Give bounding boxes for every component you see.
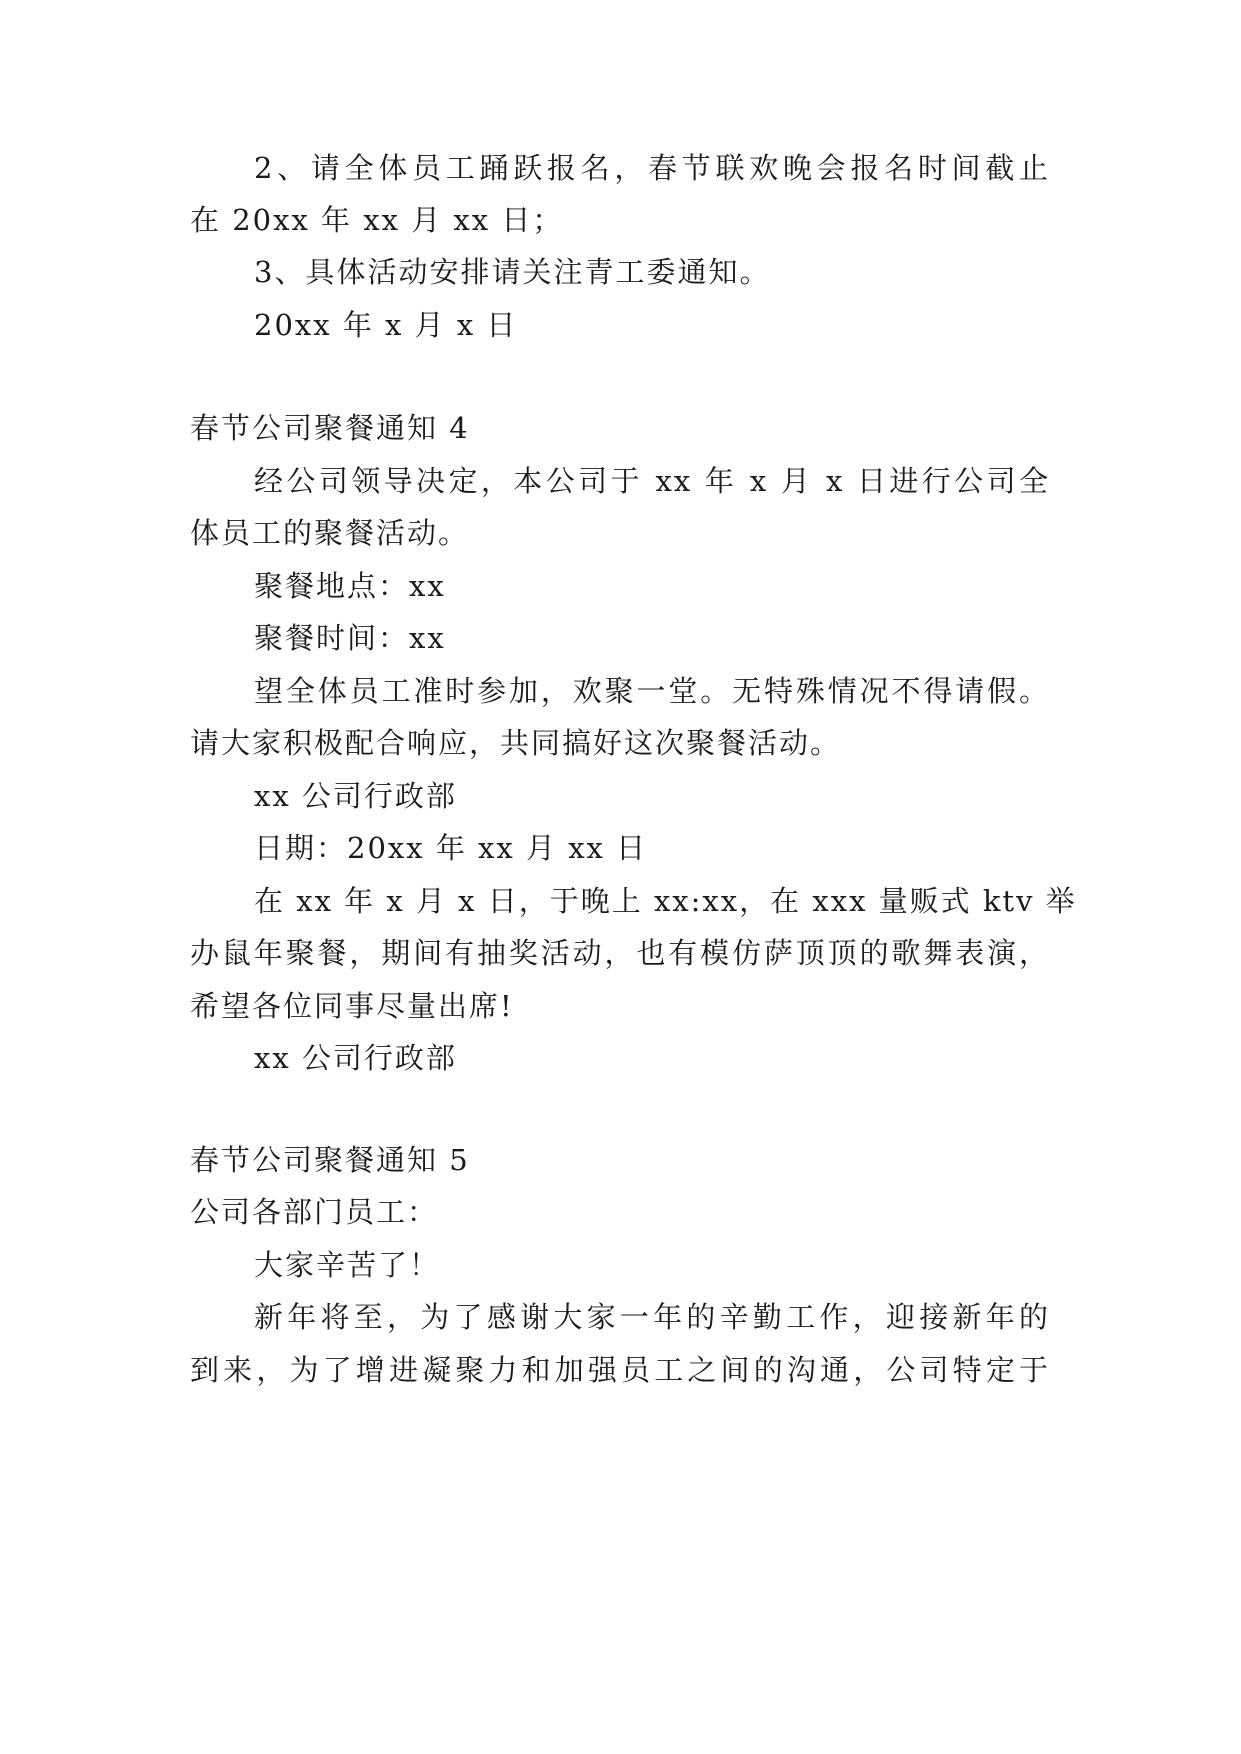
dinner-location: 聚餐地点：xx <box>254 569 446 603</box>
dinner-time: 聚餐时间：xx <box>254 621 446 655</box>
section-5-paragraph-1-line-2: 到来，为了增进凝聚力和加强员工之间的沟通，公司特定于 <box>190 1353 1050 1387</box>
section-3-date: 20xx 年 x 月 x 日 <box>254 308 518 342</box>
section-4-paragraph-1-line-1: 经公司领导决定，本公司于 xx 年 x 月 x 日进行公司全 <box>254 464 1050 498</box>
section-4-paragraph-3-line-3: 希望各位同事尽量出席! <box>190 989 514 1023</box>
section-4-paragraph-1-line-2: 体员工的聚餐活动。 <box>190 516 470 550</box>
section-4-paragraph-3-line-2: 办鼠年聚餐，期间有抽奖活动，也有模仿萨顶顶的歌舞表演， <box>190 936 1050 970</box>
document-page <box>190 0 1077 1754</box>
section-4-paragraph-2-line-1: 望全体员工准时参加，欢聚一堂。无特殊情况不得请假。 <box>254 674 1050 708</box>
item-2-line-1: 2、请全体员工踊跃报名，春节联欢晚会报名时间截止 <box>254 151 1050 185</box>
section-4-paragraph-3-line-1: 在 xx 年 x 月 x 日，于晚上 xx:xx，在 xxx 量贩式 ktv 举 <box>254 884 1077 918</box>
item-2-line-2: 在 20xx 年 xx 月 xx 日； <box>190 203 564 237</box>
section-5-greeting: 大家辛苦了！ <box>254 1248 441 1282</box>
section-4-date: 日期：20xx 年 xx 月 xx 日 <box>254 831 648 865</box>
section-4-title: 春节公司聚餐通知 4 <box>190 411 470 445</box>
item-3: 3、具体活动安排请关注青工委通知。 <box>254 255 771 289</box>
section-5-salutation: 公司各部门员工： <box>190 1195 439 1229</box>
section-5-title: 春节公司聚餐通知 5 <box>190 1143 470 1177</box>
section-4-signature-2: xx 公司行政部 <box>254 1041 457 1075</box>
section-4-paragraph-2-line-2: 请大家积极配合响应，共同搞好这次聚餐活动。 <box>190 726 842 760</box>
section-4-signature-1: xx 公司行政部 <box>254 779 457 813</box>
section-5-paragraph-1-line-1: 新年将至，为了感谢大家一年的辛勤工作，迎接新年的 <box>254 1300 1050 1334</box>
